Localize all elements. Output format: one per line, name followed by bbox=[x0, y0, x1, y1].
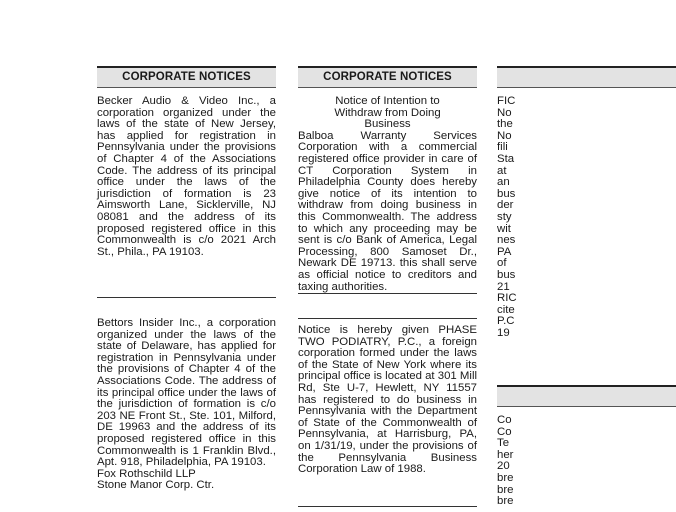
text-fragment: her bbox=[497, 448, 514, 461]
text-fragment: RIC bbox=[497, 292, 517, 305]
corporate-notice bbox=[97, 96, 276, 258]
text-fragment: PA bbox=[497, 245, 512, 258]
column-2 bbox=[298, 66, 477, 476]
section-header: CORPORATE NOTICES bbox=[97, 66, 276, 88]
truncated-notice bbox=[497, 415, 676, 508]
notice-body: Notice is hereby given PHASE TWO PODIATRY, P.C., a foreign corporation formed under the laws of the State of New York where its principal office is located at 301 Mill Rd, Ste U-7, Hewlett, NY 11557 has registered to do business in Pennsylvania with the Department of State of the Commonwealth of Pennsylvania, at Harrisburg, PA, on 1/31/19, under the provisions of the Pennsylvania Business Corporation Law of 1988. bbox=[298, 324, 477, 476]
text-fragment: 21 bbox=[497, 280, 510, 293]
text-fragment: an bbox=[497, 176, 510, 189]
text-fragment: 20 bbox=[497, 460, 510, 473]
signature-line: Stone Manor Corp. Ctr. bbox=[97, 479, 215, 492]
text-fragment: nes bbox=[497, 234, 516, 247]
text-fragment: cite bbox=[497, 303, 515, 316]
notice-divider bbox=[298, 318, 477, 319]
section-header bbox=[497, 66, 676, 88]
notice-title: Notice of Intention to Withdraw from Doing Business bbox=[334, 95, 441, 131]
notice-body: Becker Audio & Video Inc., a corporation organized under the laws of the state of New Jersey, has applied for registration in Pennsylvania under the provisions of Chapter 4 of the Associations Code. The address of its principal office under the laws of the jurisdiction of formation is 23 Aimsworth Lane, Sicklerville, NJ 08081 and the address of its proposed registered office in this Commonwealth is c/o 2021 Arch St., Phila., PA 19103. bbox=[97, 95, 276, 258]
signature-line: Fox Rothschild LLP bbox=[97, 467, 196, 480]
text-fragment: wit bbox=[497, 222, 511, 235]
text-fragment: bre bbox=[497, 483, 514, 496]
text-fragment: fili bbox=[497, 141, 508, 154]
text-fragment: Co bbox=[497, 425, 512, 438]
column-3 bbox=[497, 66, 676, 508]
notice-divider bbox=[298, 506, 477, 507]
corporate-notice bbox=[298, 325, 477, 476]
text-fragment: bre bbox=[497, 495, 514, 508]
text-fragment: No bbox=[497, 106, 512, 119]
notice-divider bbox=[97, 297, 276, 298]
text-fragment: sty bbox=[497, 210, 512, 223]
notice-body: Balboa Warranty Services Corporation with a commercial registered office provider in care of CT Corporation System in Philadelphia County does hereby give notice of its intention to withdraw from doing business in this Commonwealth. The address to which any proceeding may be sent is c/o Bank of America, Legal Processing, 800 Samoset Dr., Newark DE 19713. this shall serve as official notice to creditors and taxing authorities. bbox=[298, 129, 477, 293]
notice-body: Bettors Insider Inc., a corporation organized under the laws of the state of Delaware, has applied for registration in Pennsylvania under the provisions of Chapter 4 of the Associations Code. The address of its principal office under the laws of the jurisdiction of formation is c/o 203 NE Front St., Ste. 101, Milford, DE 19963 and the address of its proposed registered office in this Commonwealth is 1 Franklin Blvd., Apt. 918, Philadelphia, PA 19103. bbox=[97, 317, 276, 469]
text-fragment: the bbox=[497, 118, 513, 131]
text-fragment: P.C bbox=[497, 315, 515, 328]
text-fragment: Co bbox=[497, 414, 512, 426]
text-fragment: bus bbox=[497, 187, 516, 200]
text-fragment: 19 bbox=[497, 326, 510, 339]
corporate-notice bbox=[298, 96, 477, 293]
notice-divider bbox=[298, 293, 477, 294]
text-fragment: der bbox=[497, 199, 514, 212]
section-header bbox=[497, 385, 676, 407]
text-fragment: of bbox=[497, 257, 507, 270]
text-fragment: bus bbox=[497, 268, 516, 281]
corporate-notice bbox=[97, 318, 276, 492]
text-fragment: No bbox=[497, 129, 512, 142]
column-1 bbox=[97, 66, 276, 492]
text-fragment: FIC bbox=[497, 95, 516, 107]
text-fragment: bre bbox=[497, 471, 514, 484]
text-fragment: Te bbox=[497, 437, 510, 450]
text-fragment: Sta bbox=[497, 152, 515, 165]
truncated-notice bbox=[497, 96, 676, 339]
text-fragment: at bbox=[497, 164, 507, 177]
section-header: CORPORATE NOTICES bbox=[298, 66, 477, 88]
